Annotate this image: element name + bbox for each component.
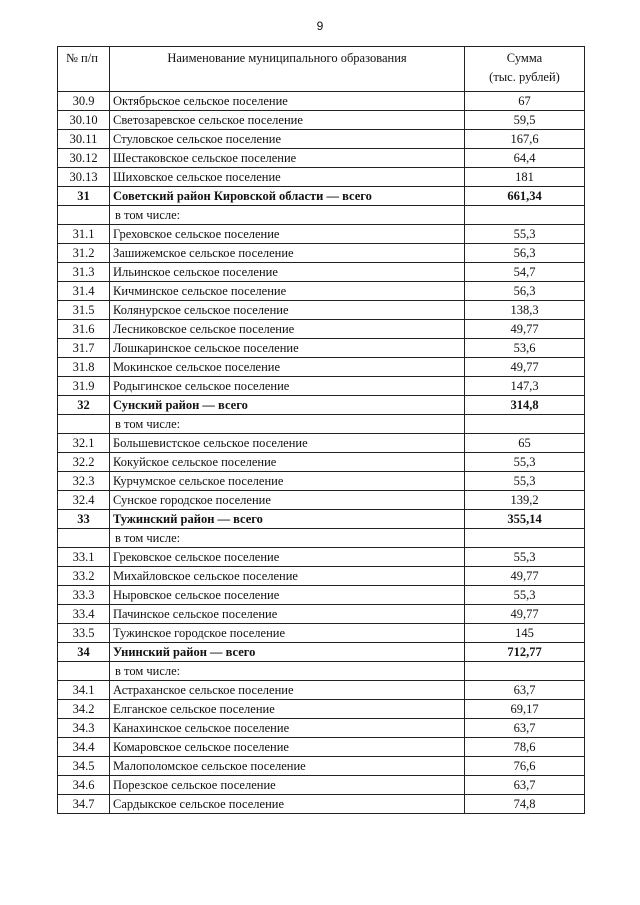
table-row [58,92,585,111]
row-number: 31 [58,187,110,206]
district-total-row [58,643,585,662]
row-sum: 59,5 [465,111,585,130]
row-sum: 49,77 [465,605,585,624]
subheading-row [58,662,585,681]
page-number: 9 [316,19,324,33]
row-sum: 54,7 [465,263,585,282]
row-number: 34.3 [58,719,110,738]
row-name: Родыгинское сельское поселение [110,377,465,396]
row-name: Кичминское сельское поселение [110,282,465,301]
row-name: Сардыкское сельское поселение [110,795,465,814]
table-row [58,548,585,567]
row-sum: 314,8 [465,396,585,415]
row-name: Колянурское сельское поселение [110,301,465,320]
row-name: Сунский район — всего [110,396,465,415]
row-sum: 63,7 [465,776,585,795]
table-row [58,225,585,244]
row-sum: 53,6 [465,339,585,358]
row-sum: 49,77 [465,320,585,339]
row-sum: 63,7 [465,681,585,700]
table-row [58,605,585,624]
row-sum: 55,3 [465,548,585,567]
row-name: Мокинское сельское поселение [110,358,465,377]
row-name: Светозаревское сельское поселение [110,111,465,130]
row-sum: 69,17 [465,700,585,719]
table-row [58,263,585,282]
row-sum [465,529,585,548]
row-name: Советский район Кировской области — всего [110,187,465,206]
table-row [58,358,585,377]
row-name: Малополомское сельское поселение [110,757,465,776]
allocation-table [57,46,585,814]
row-number: 34.1 [58,681,110,700]
row-sum [465,206,585,225]
row-name: Октябрьское сельское поселение [110,92,465,111]
subheading-row [58,206,585,225]
row-name: Грековское сельское поселение [110,548,465,567]
row-number: 31.1 [58,225,110,244]
table-row [58,244,585,263]
row-sum: 55,3 [465,586,585,605]
district-total-row [58,187,585,206]
row-number [58,415,110,434]
row-sum: 145 [465,624,585,643]
row-name: Михайловское сельское поселение [110,567,465,586]
row-number: 30.11 [58,130,110,149]
table-row [58,776,585,795]
row-number: 31.6 [58,320,110,339]
subheading-row [58,415,585,434]
row-number: 33.5 [58,624,110,643]
row-number: 34.4 [58,738,110,757]
row-sum: 49,77 [465,567,585,586]
row-name: Кокуйское сельское поселение [110,453,465,472]
row-sum: 64,4 [465,149,585,168]
row-sum: 78,6 [465,738,585,757]
table-row [58,472,585,491]
table-row [58,130,585,149]
row-name: Унинский район — всего [110,643,465,662]
row-number: 30.13 [58,168,110,187]
row-name: Шиховское сельское поселение [110,168,465,187]
row-sum: 67 [465,92,585,111]
table-row [58,624,585,643]
table-row [58,738,585,757]
row-number: 31.3 [58,263,110,282]
row-number: 34 [58,643,110,662]
row-sum: 167,6 [465,130,585,149]
subheading-row [58,529,585,548]
row-number: 31.5 [58,301,110,320]
row-sum: 76,6 [465,757,585,776]
table-header-row [58,47,585,92]
row-sum: 65 [465,434,585,453]
table-row [58,168,585,187]
table-row [58,434,585,453]
table-row [58,111,585,130]
row-number: 33.1 [58,548,110,567]
row-sum [465,415,585,434]
row-number: 30.9 [58,92,110,111]
header-sum [465,47,585,92]
table-row [58,757,585,776]
row-number [58,529,110,548]
row-name: Шестаковское сельское поселение [110,149,465,168]
row-number: 32.2 [58,453,110,472]
row-name: в том числе: [110,415,465,434]
row-name: Пачинское сельское поселение [110,605,465,624]
row-number: 33 [58,510,110,529]
row-number: 34.6 [58,776,110,795]
row-name: Большевистское сельское поселение [110,434,465,453]
table-row [58,453,585,472]
row-name: Лесниковское сельское поселение [110,320,465,339]
row-name: Стуловское сельское поселение [110,130,465,149]
table-row [58,377,585,396]
row-number: 30.12 [58,149,110,168]
row-sum: 138,3 [465,301,585,320]
row-sum: 55,3 [465,225,585,244]
header-num: № п/п [58,47,110,92]
row-sum: 55,3 [465,472,585,491]
row-name: Греховское сельское поселение [110,225,465,244]
row-sum: 55,3 [465,453,585,472]
table-row [58,149,585,168]
header-name: Наименование муниципального образования [110,47,465,92]
row-name: Тужинский район — всего [110,510,465,529]
table-row [58,567,585,586]
row-number: 30.10 [58,111,110,130]
row-name: Лошкаринское сельское поселение [110,339,465,358]
table-row [58,282,585,301]
row-number: 33.4 [58,605,110,624]
table-row [58,700,585,719]
table-row [58,795,585,814]
district-total-row [58,510,585,529]
row-sum: 712,77 [465,643,585,662]
table-row [58,339,585,358]
row-number: 32 [58,396,110,415]
table-body [58,92,585,814]
row-number: 31.8 [58,358,110,377]
row-sum: 74,8 [465,795,585,814]
row-sum: 181 [465,168,585,187]
row-number: 32.1 [58,434,110,453]
row-sum: 56,3 [465,282,585,301]
row-number: 33.2 [58,567,110,586]
row-name: в том числе: [110,529,465,548]
table-row [58,491,585,510]
row-name: Астраханское сельское поселение [110,681,465,700]
table-row [58,320,585,339]
row-number: 31.4 [58,282,110,301]
row-sum: 147,3 [465,377,585,396]
row-sum: 661,34 [465,187,585,206]
row-number: 34.7 [58,795,110,814]
row-number: 31.9 [58,377,110,396]
row-sum: 139,2 [465,491,585,510]
header-sum-line1: Сумма [506,51,543,65]
row-number: 31.7 [58,339,110,358]
row-number [58,662,110,681]
table-row [58,586,585,605]
row-name: Курчумское сельское поселение [110,472,465,491]
row-name: Порезское сельское поселение [110,776,465,795]
row-name: Елганское сельское поселение [110,700,465,719]
header-sum-line2: (тыс. рублей) [489,70,560,84]
row-name: Ильинское сельское поселение [110,263,465,282]
row-number: 34.2 [58,700,110,719]
table-row [58,719,585,738]
row-sum: 355,14 [465,510,585,529]
row-name: Зашижемское сельское поселение [110,244,465,263]
district-total-row [58,396,585,415]
table-row [58,681,585,700]
row-sum: 49,77 [465,358,585,377]
table-row [58,301,585,320]
row-name: в том числе: [110,662,465,681]
row-number: 33.3 [58,586,110,605]
row-sum: 63,7 [465,719,585,738]
row-name: Канахинское сельское поселение [110,719,465,738]
row-number [58,206,110,225]
row-sum: 56,3 [465,244,585,263]
row-name: Сунское городское поселение [110,491,465,510]
row-name: Ныровское сельское поселение [110,586,465,605]
row-number: 34.5 [58,757,110,776]
row-name: Тужинское городское поселение [110,624,465,643]
row-number: 32.4 [58,491,110,510]
row-name: в том числе: [110,206,465,225]
row-sum [465,662,585,681]
row-name: Комаровское сельское поселение [110,738,465,757]
row-number: 31.2 [58,244,110,263]
row-number: 32.3 [58,472,110,491]
